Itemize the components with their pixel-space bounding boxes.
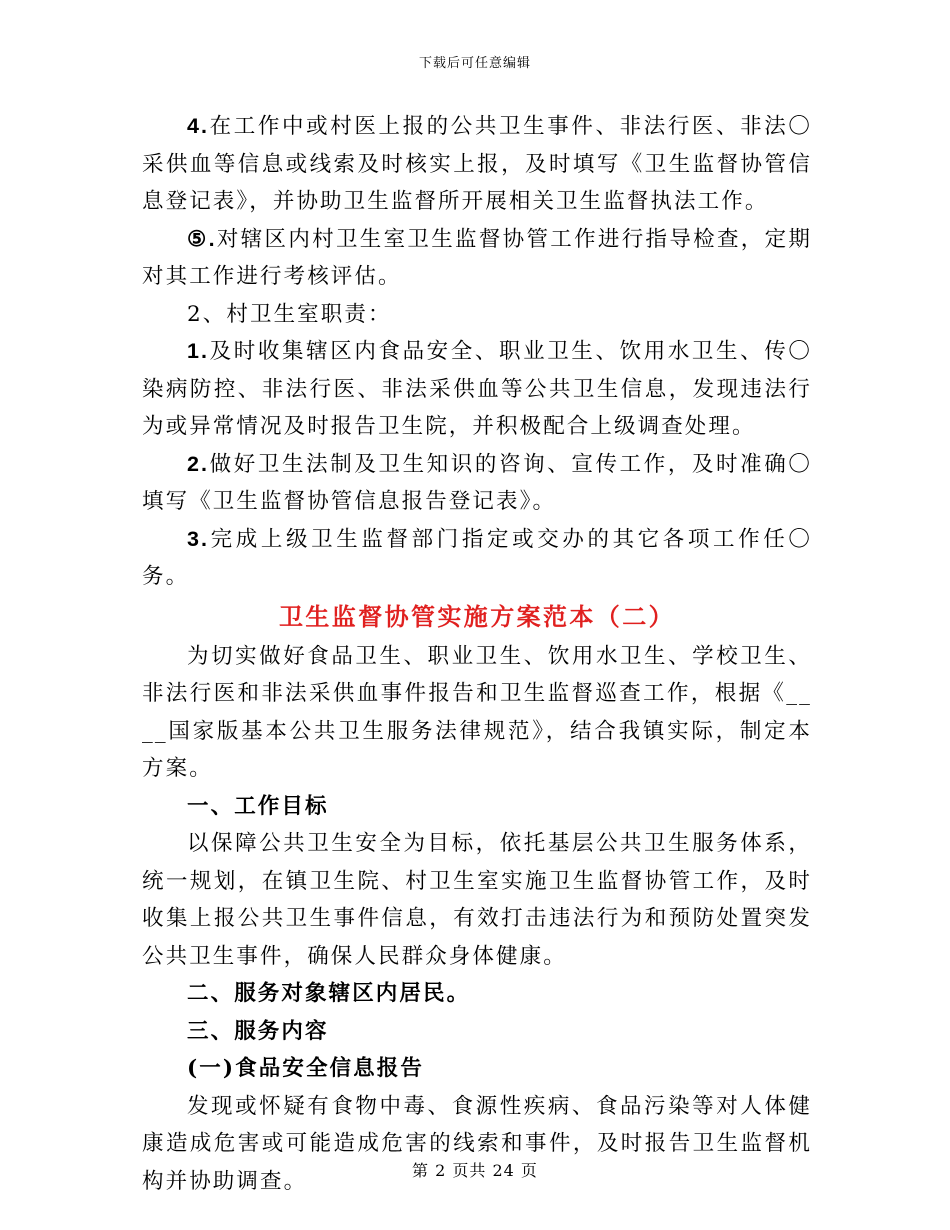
document-body: [142, 108, 812, 1200]
page-header: 下载后可任意编辑: [418, 56, 531, 71]
paragraph-item-5: [142, 221, 812, 296]
paragraph-duty-1: [142, 333, 812, 446]
village-clinic-duties-heading: 2、村卫生室职责：: [187, 301, 392, 327]
section-title: 卫生监督协管实施方案范本（二）: [279, 601, 675, 631]
heading-service-target: 二、服务对象辖区内居民。: [187, 981, 471, 1006]
paragraph-text: 对辖区内村卫生室卫生监督协管工作进行指导检查，定期对其工作进行考核评估。: [142, 226, 812, 289]
goal-paragraph: 以保障公共卫生安全为目标，依托基层公共卫生服务体系，统一规划，在镇卫生院、村卫生室实施卫生监督协管工作，及时收集上报公共卫生事件信息，有效打击违法行为和预防处置突发公共卫生事件，确保人民群众身体健康。: [142, 831, 812, 969]
intro-paragraph: 为切实做好食品卫生、职业卫生、饮用水卫生、学校卫生、非法行医和非法采供血事件报告和卫生监督巡查工作，根据《____国家版基本公共卫生服务法律规范》，结合我镇实际，制定本方案。: [142, 643, 812, 781]
paragraph-duty-2: [142, 446, 812, 521]
paragraph-text: 在工作中或村医上报的公共卫生事件、非法行医、非法〇采供血等信息或线索及时核实上报，及时填写《卫生监督协管信息登记表》，并协助卫生监督所开展相关卫生监督执法工作。: [142, 114, 812, 214]
heading-food-safety-report: (一)食品安全信息报告: [187, 1056, 424, 1081]
item-number: 3.: [187, 526, 210, 551]
heading-service-content: 三、服务内容: [187, 1018, 329, 1044]
item-number: 1.: [187, 339, 210, 363]
paragraph-duty-3: [142, 521, 812, 596]
heading-work-goal: 一、工作目标: [187, 793, 329, 819]
paragraph-text: 及时收集辖区内食品安全、职业卫生、饮用水卫生、传〇染病防控、非法行医、非法采供血等公共卫生信息，发现违法行为或异常情况及时报告卫生院，并积极配合上级调查处理。: [142, 339, 812, 439]
paragraph-text: 完成上级卫生监督部门指定或交办的其它各项工作任〇务。: [142, 526, 812, 589]
food-safety-paragraph: 发现或怀疑有食物中毒、食源性疾病、食品污染等对人体健康造成危害或可能造成危害的线索和事件，及时报告卫生监督机构并协助调查。: [142, 1093, 812, 1194]
item-number: 4.: [187, 114, 210, 138]
item-number: 2.: [187, 451, 210, 476]
paragraph-item-4: [142, 108, 812, 221]
item-number: ⑤.: [187, 226, 217, 251]
paragraph-text: 做好卫生法制及卫生知识的咨询、宣传工作，及时准确〇填写《卫生监督协管信息报告登记表》。: [142, 451, 812, 514]
page-footer: 第 2 页共 24 页: [412, 1161, 538, 1180]
